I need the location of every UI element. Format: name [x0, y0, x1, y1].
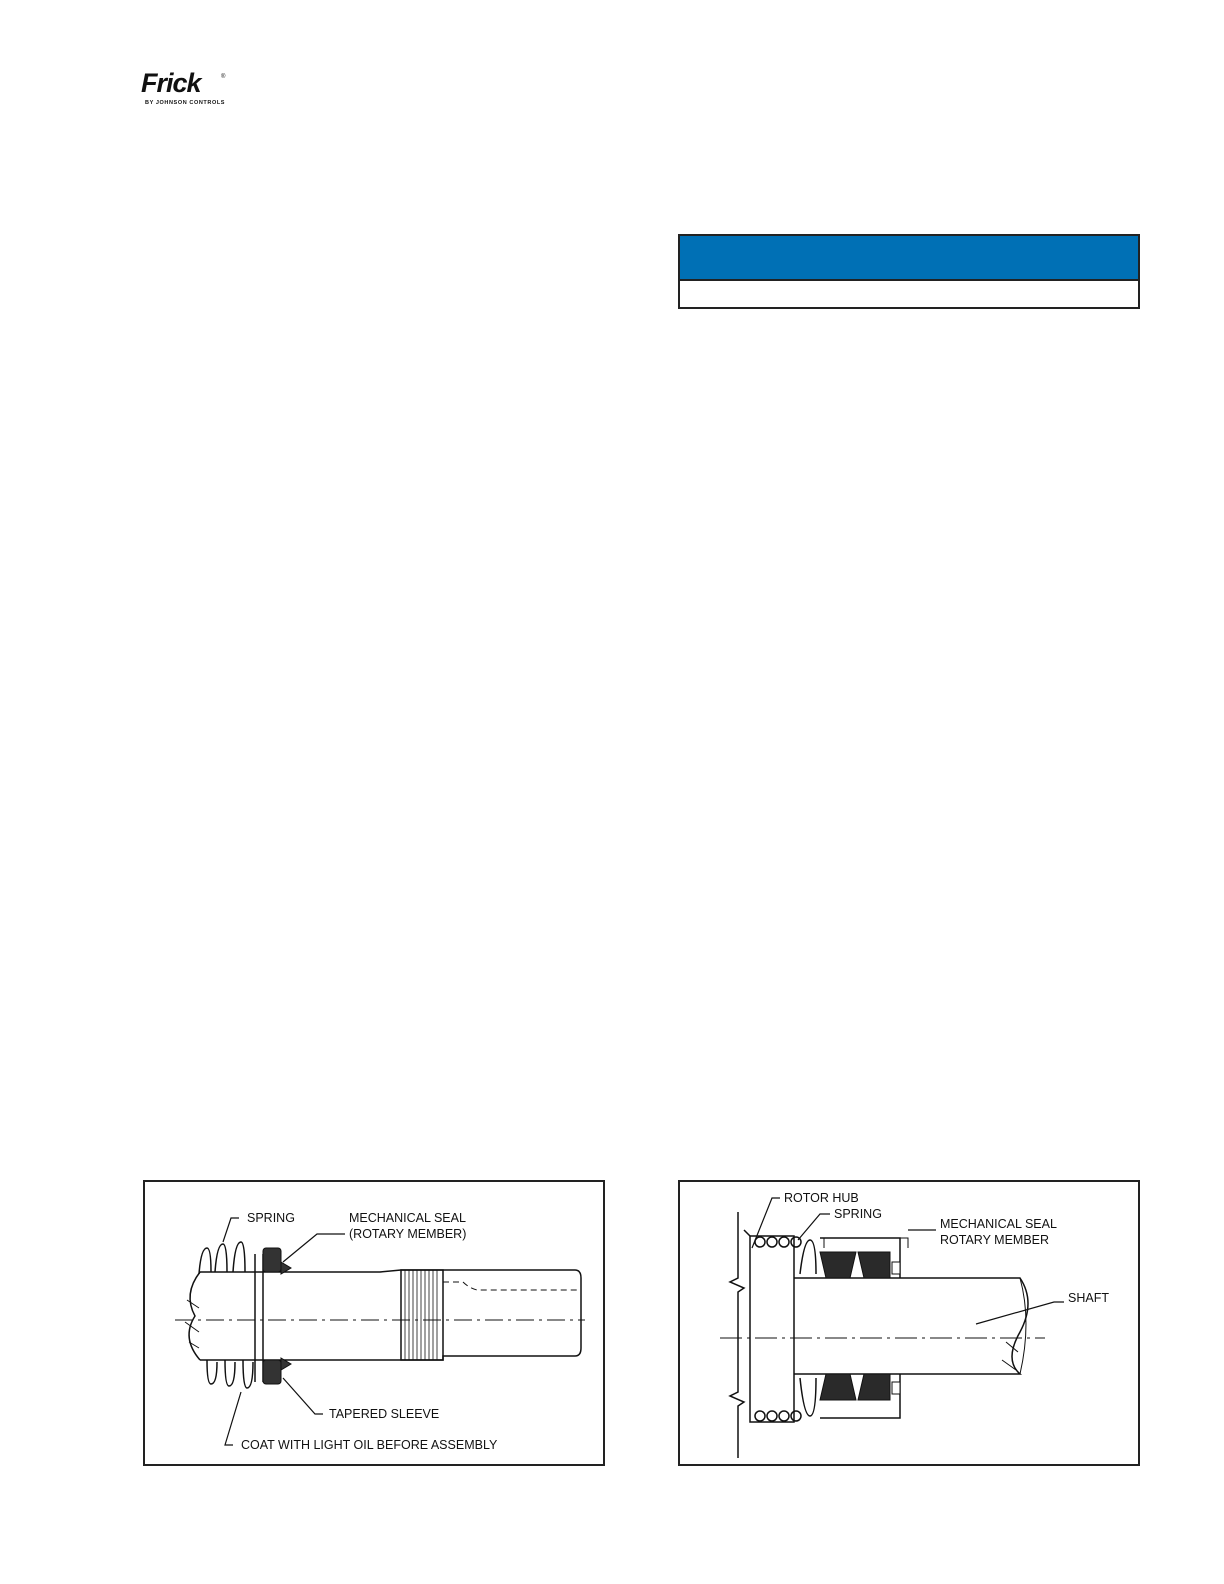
seal-rotor-hub-drawing: [680, 1182, 1138, 1464]
logo-wordmark: Frick: [141, 68, 201, 98]
seal-tapered-sleeve-drawing: [145, 1182, 603, 1464]
notice-header-band: [680, 236, 1138, 281]
label-spring: SPRING: [247, 1211, 295, 1225]
label-rotary-member: (ROTARY MEMBER): [349, 1227, 467, 1241]
label-mechanical-seal: MECHANICAL SEAL: [940, 1217, 1057, 1231]
label-coat-with-oil: COAT WITH LIGHT OIL BEFORE ASSEMBLY: [241, 1438, 498, 1452]
logo-subtitle: BY JOHNSON CONTROLS: [145, 100, 226, 106]
notice-box: [678, 234, 1140, 309]
label-rotor-hub: ROTOR HUB: [784, 1191, 859, 1205]
label-tapered-sleeve: TAPERED SLEEVE: [329, 1407, 440, 1421]
label-shaft: SHAFT: [1068, 1291, 1109, 1305]
figure-seal-tapered-sleeve: [143, 1180, 605, 1466]
figure-seal-rotor-hub: [678, 1180, 1140, 1466]
label-spring: SPRING: [834, 1207, 882, 1221]
label-rotary-member: ROTARY MEMBER: [940, 1233, 1050, 1247]
logo-trademark: ®: [221, 74, 226, 80]
label-mechanical-seal: MECHANICAL SEAL: [349, 1211, 466, 1225]
frick-logo: [141, 68, 231, 112]
